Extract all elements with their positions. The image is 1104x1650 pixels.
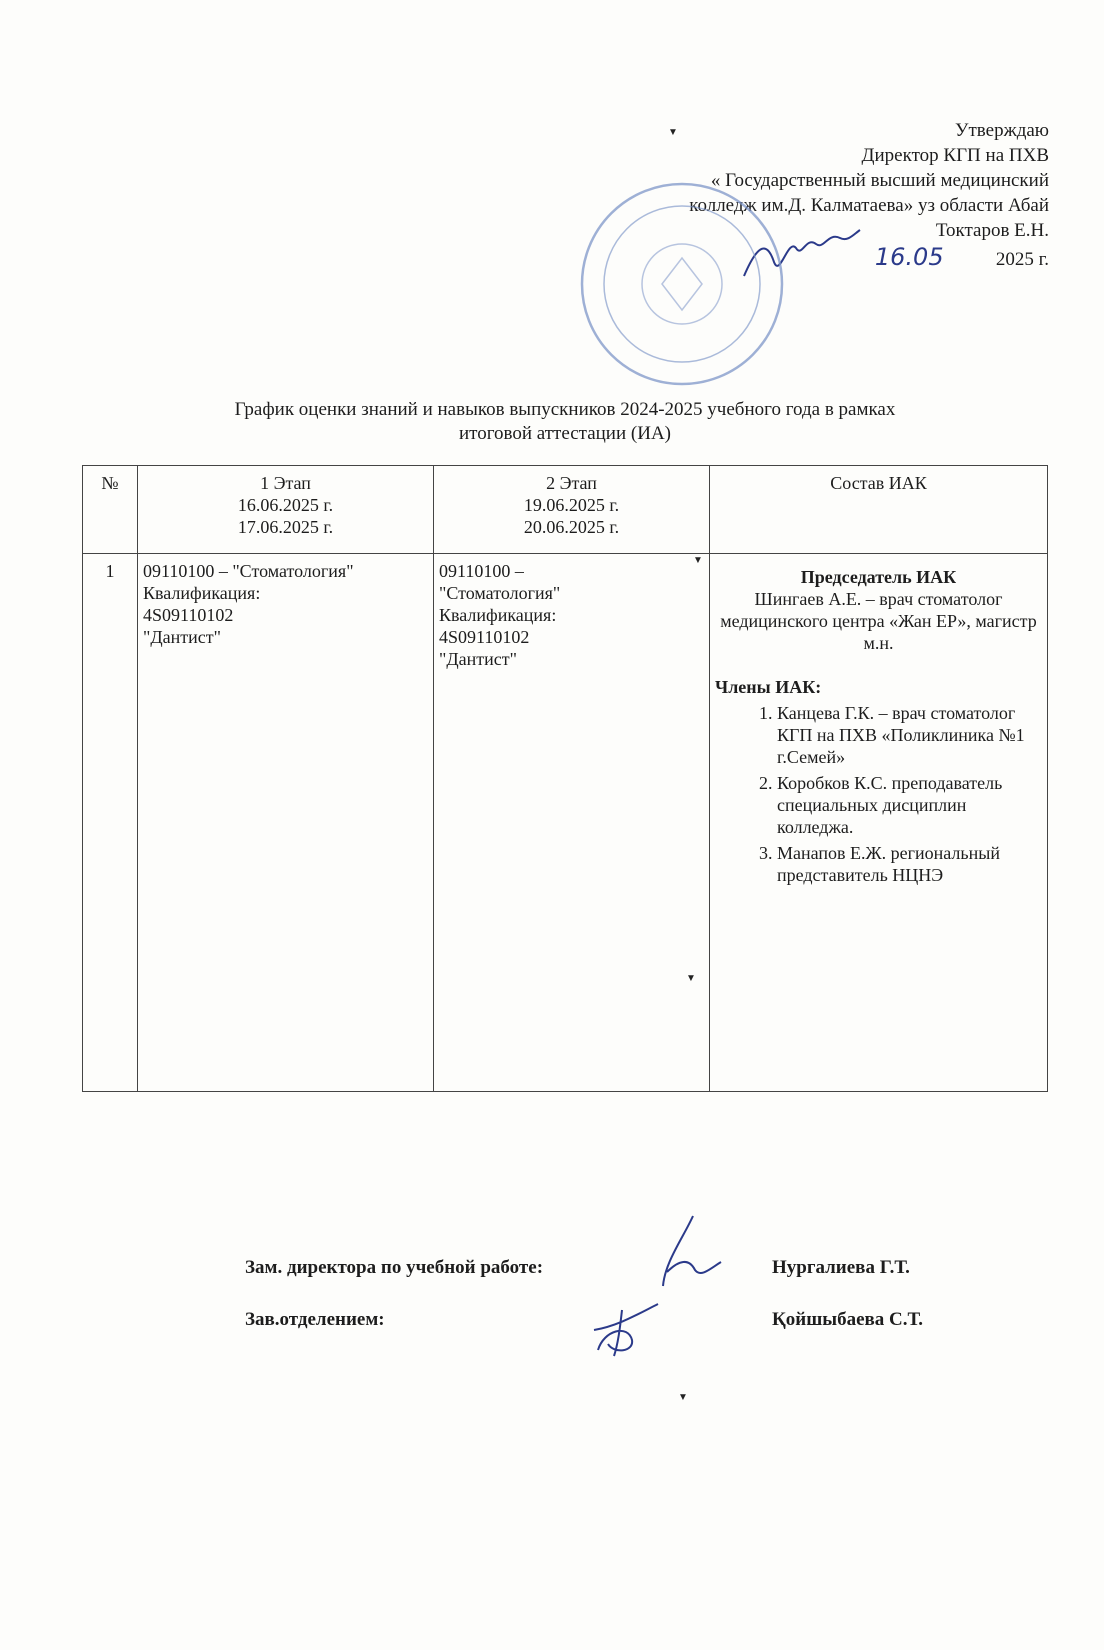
round-stamp — [576, 178, 788, 390]
head-signature — [588, 1300, 668, 1358]
chair-text: Шингаев А.Е. – врач стоматолог медицинского центра «Жан ЕР», магистр м.н. — [720, 589, 1037, 653]
stage2-date1: 19.06.2025 г. — [523, 495, 620, 515]
header-stage2 — [434, 466, 710, 554]
list-item: 1. Канцева Г.К. – врач стоматолог КГП на ПХВ «Поликлиника №1 г.Семей» — [777, 702, 1042, 768]
row-commission — [710, 554, 1048, 1092]
table-header-row — [83, 466, 1048, 554]
handwritten-date: 16.05 — [874, 243, 944, 271]
head-role: Зав.отделением: — [245, 1309, 385, 1330]
members-list — [715, 702, 1042, 886]
head-name: Қойшыбаева С.Т. — [772, 1309, 924, 1330]
stage1-qual-label: Квалификация: — [143, 583, 261, 603]
header-number: № — [83, 466, 138, 554]
tick-mark-icon: ▼ — [686, 973, 696, 984]
table-row — [83, 554, 1048, 1092]
approval-org-line2: колледж им.Д. Калматаева» уз области Абай — [689, 195, 1049, 216]
schedule-table — [82, 465, 1048, 1092]
deputy-signature — [655, 1212, 725, 1292]
chair-label: Председатель ИАК — [800, 567, 957, 587]
stage2-date2: 20.06.2025 г. — [523, 517, 620, 537]
approval-word: Утверждаю — [955, 120, 1049, 141]
list-item: 3. Манапов Е.Ж. региональный представитель НЦНЭ — [777, 842, 1042, 886]
members-label: Члены ИАК: — [715, 677, 822, 697]
stage1-date1: 16.06.2025 г. — [237, 495, 334, 515]
row-number: 1 — [83, 554, 138, 1092]
approval-director-name: Токтаров Е.Н. — [935, 220, 1049, 241]
stage2-code: 09110100 – — [439, 561, 524, 581]
stage2-specialty: "Стоматология" — [439, 583, 561, 603]
stage1-title: 1 Этап — [260, 473, 311, 493]
stage2-title: 2 Этап — [546, 473, 597, 493]
row-stage1 — [138, 554, 434, 1092]
list-item: 2. Коробков К.С. преподаватель специальных дисциплин колледжа. — [777, 772, 1042, 838]
stage1-qual-name: "Дантист" — [143, 627, 221, 647]
stage2-qual-name: "Дантист" — [439, 649, 517, 669]
stage2-qual-label: Квалификация: — [439, 605, 557, 625]
title-line-1: График оценки знаний и навыков выпускников 2024-2025 учебного года в рамках — [234, 399, 896, 420]
document-title — [120, 398, 1010, 446]
tick-mark-icon: ▼ — [668, 127, 678, 138]
approval-year: 2025 г. — [995, 249, 1049, 270]
tick-mark-icon: ▼ — [678, 1392, 688, 1403]
header-commission: Состав ИАК — [710, 466, 1048, 554]
row-stage2 — [434, 554, 710, 1092]
approval-org-line1: « Государственный высший медицинский — [710, 170, 1049, 191]
stage1-qual-code: 4S09110102 — [143, 605, 234, 625]
deputy-name: Нургалиева Г.Т. — [772, 1257, 910, 1278]
stage2-qual-code: 4S09110102 — [439, 627, 530, 647]
stage1-specialty: 09110100 – "Стоматология" — [143, 561, 354, 581]
stage1-date2: 17.06.2025 г. — [237, 517, 334, 537]
tick-mark-icon: ▼ — [693, 555, 703, 566]
approval-position: Директор КГП на ПХВ — [861, 145, 1049, 166]
header-stage1 — [138, 466, 434, 554]
deputy-role: Зам. директора по учебной работе: — [245, 1257, 544, 1278]
title-line-2: итоговой аттестации (ИА) — [458, 423, 671, 444]
